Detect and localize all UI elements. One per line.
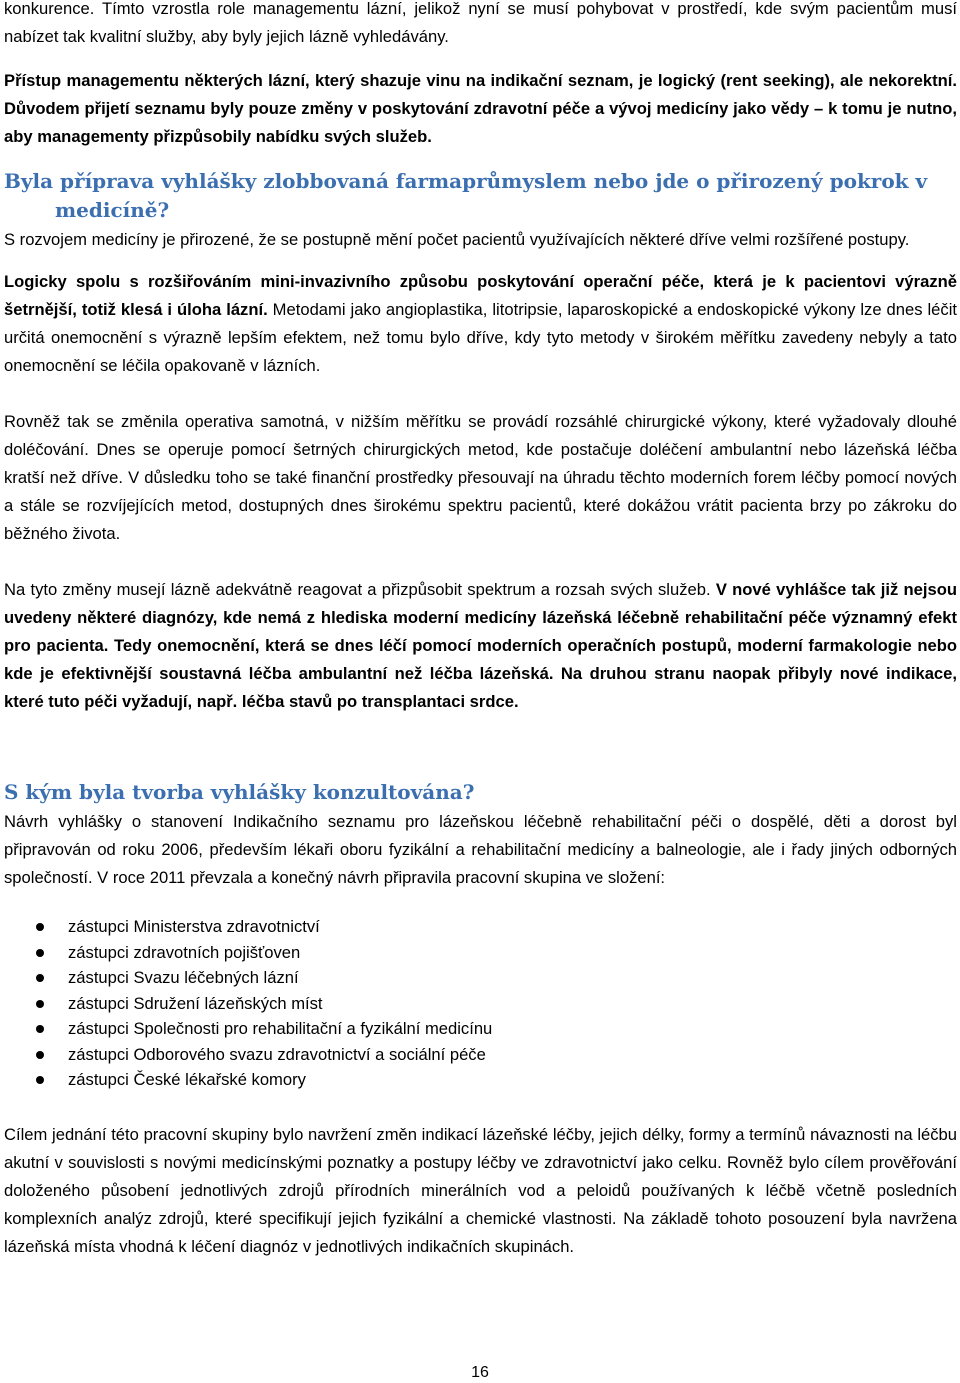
bullet-icon: [36, 1051, 44, 1059]
paragraph-management-access: Přístup managementu některých lázní, který shazuje vinu na indikační seznam, je logický (rent seeking), ale nekorektní. Důvodem přijetí seznamu byly pouze změny v poskytování zdravotní péče a vývoj medicíny jako vědy – k tomu je nutno, aby managementy přizpůsobily nabídku svých služeb.: [4, 71, 957, 146]
document-page: [4, 0, 957, 1261]
bullet-icon: [36, 974, 44, 982]
paragraph-mini-invasive-bold: Logicky spolu s rozšiřováním mini-invazivního způsobu poskytování operační péče, která je k pacientovi výrazně šetrnější, totiž klesá i úloha lázní.: [4, 272, 957, 319]
list-item: zástupci Sdružení lázeňských míst: [4, 991, 957, 1017]
heading-lobbying-question: Byla příprava vyhlášky zlobbovaná farmaprůmyslem nebo jde o přirozený pokrok v medicíně?: [4, 169, 928, 222]
bullet-icon: [36, 1025, 44, 1033]
paragraph-surgery-change: Rovněž tak se změnila operativa samotná, v nižším měřítku se provádí rozsáhlé chirurgické výkony, které vyžadovaly dlouhé doléčování. Dnes se operuje pomocí šetrných chirurgických metod, kde postačuje doléčení ambulantní nebo lázeňská léčba kratší než dříve. V důsledku toho se také finanční prostředky přesouvají na úhradu těchto moderních forem léčby pomocí nových a stále se rozvíjejících metod, dostupných dnes širokému spektru pacientů, které dokážou vrátit pacienta brzy po zákroku do běžného života.: [4, 412, 957, 543]
list-item: zástupci Ministerstva zdravotnictví: [4, 914, 957, 940]
list-item: zástupci Svazu léčebných lázní: [4, 965, 957, 991]
paragraph-spa-response-normal: Na tyto změny musejí lázně adekvátně reagovat a přizpůsobit spektrum a rozsah svých služeb.: [4, 580, 716, 599]
paragraph-natural-progress: S rozvojem medicíny je přirozené, že se postupně mění počet pacientů využívajících některé dříve velmi rozšířené postupy.: [4, 230, 910, 249]
page-number: 16: [471, 1364, 489, 1381]
list-item: zástupci České lékařské komory: [4, 1067, 957, 1093]
paragraph-mini-invasive: [4, 268, 957, 380]
bullet-icon: [36, 923, 44, 931]
paragraph-mini-invasive-rest: Metodami jako angioplastika, litotripsie, laparoskopické a endoskopické výkony lze dnes léčit určitá onemocnění s výrazně lepším efektem, než tomu bylo dříve, kdy tyto metody v širokém měřítku zavedeny nebyly a tato onemocnění se léčila opakovaně v lázních.: [4, 300, 957, 375]
paragraph-continuation: konkurence. Tímto vzrostla role managementu lázní, jelikož nyní se musí pohybovat v prostředí, kde svým pacientům musí nabízet tak kvalitní služby, aby byly jejich lázně vyhledávány.: [4, 0, 957, 46]
list-item: zástupci Společnosti pro rehabilitační a fyzikální medicínu: [4, 1016, 957, 1042]
working-group-list: [4, 914, 957, 1093]
bullet-icon: [36, 949, 44, 957]
paragraph-spa-response: [4, 576, 957, 716]
paragraph-spa-response-bold: V nové vyhlášce tak již nejsou uvedeny některé diagnózy, kde nemá z hlediska moderní medicíny lázeňská léčebně rehabilitační péče významný efekt pro pacienta. Tedy onemocnění, která se dnes léčí pomocí moderních operačních postupů, moderní farmakologie nebo kde je efektivnější soustavná léčba ambulantní než léčba lázeňská. Na druhou stranu naopak přibyly nové indikace, které tuto péči vyžadují, např. léčba stavů po transplantaci srdce.: [4, 580, 957, 711]
paragraph-working-group-goal: Cílem jednání této pracovní skupiny bylo navržení změn indikací lázeňské léčby, jejich délky, formy a termínů návaznosti na léčbu akutní v souvislosti s novými medicínskými poznatky a postupy léčby ve zdravotnictví jako celku. Rovněž bylo cílem prověřování doloženého působení jednotlivých zdrojů přírodních minerálních vod a peloidů používaných k léčbě včetně posledních komplexních analýz zdrojů, které specifikují jejich fyzikální a chemické vlastnosti. Na základě tohoto posouzení byla navržena lázeňská místa vhodná k léčení diagnóz v jednotlivých indikačních skupinách.: [4, 1124, 957, 1256]
paragraph-draft-history: Návrh vyhlášky o stanovení Indikačního seznamu pro lázeňskou léčebně rehabilitační péči o dospělé, děti a dorost byl připravován od roku 2006, především lékaři oboru fyzikální a rehabilitační medicíny a balneologie, ale i řady jiných odborných společností. V roce 2011 převzala a konečný návrh připravila pracovní skupina ve složení:: [4, 812, 957, 887]
bullet-icon: [36, 1076, 44, 1084]
bullet-icon: [36, 1000, 44, 1008]
list-item: zástupci zdravotních pojišťoven: [4, 940, 957, 966]
list-item: zástupci Odborového svazu zdravotnictví a sociální péče: [4, 1042, 957, 1068]
heading-consultation: S kým byla tvorba vyhlášky konzultována?: [4, 780, 475, 804]
